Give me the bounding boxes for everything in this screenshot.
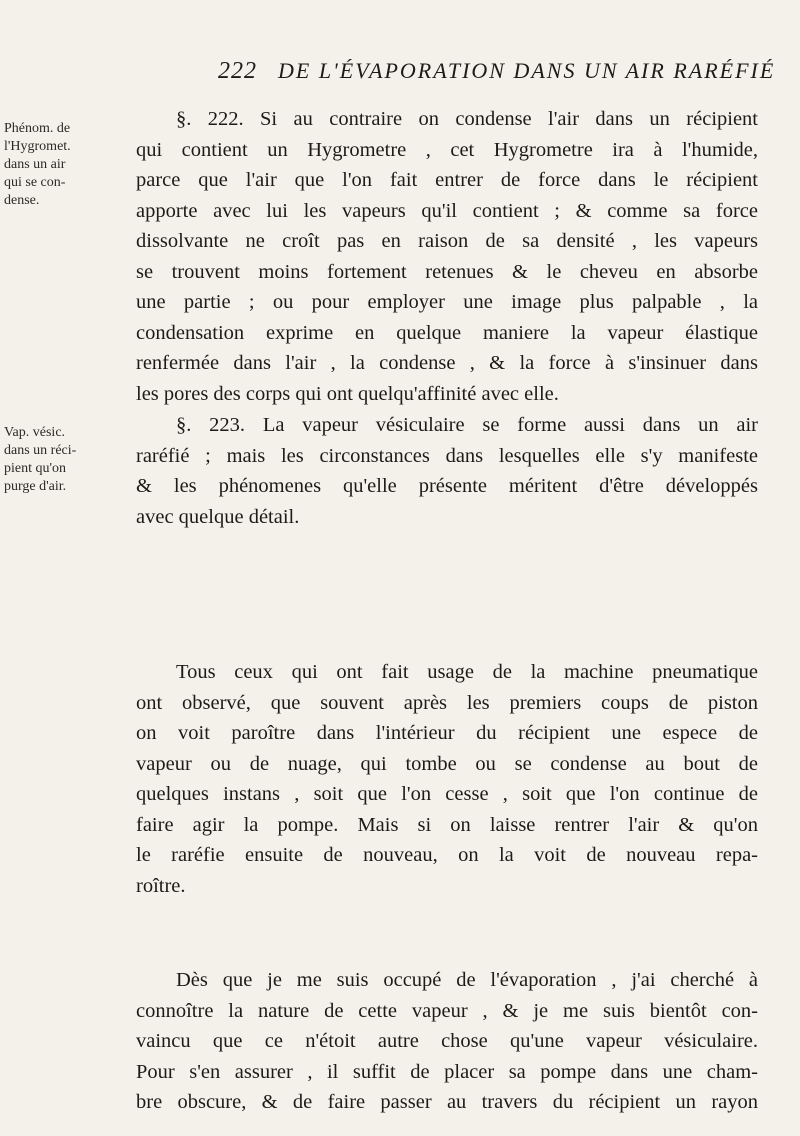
margin-note-line: Vap. vésic. [4,425,66,440]
margin-note-line: dans un réci- [4,443,77,458]
text-line: bre obscure, & de faire passer au travers du récipient un rayon [136,1091,758,1113]
margin-note-line: purge d'air. [4,479,67,494]
text-line: qui contient un Hygrometre , cet Hygrometre ira à l'humide, [136,138,758,161]
text-line: Dès que je me suis occupé de l'évaporation , j'ai cherché à [176,969,758,991]
text-line: Tous ceux qui ont fait usage de la machine pneumatique [176,661,758,683]
text-line: on voit paroître dans l'intérieur du récipient une espece de [136,722,758,744]
text-line: ont observé, que souvent après les premiers coups de piston [136,691,758,714]
margin-note-line: Phénom. de [4,121,71,136]
text-line: roître. [136,874,186,897]
running-title: DE L'ÉVAPORATION DANS UN AIR RARÉFIÉ [278,58,776,83]
text-line: faire agir la pompe. Mais si on laisse rentrer l'air & qu'on [136,813,758,836]
text-line: §. 223. La vapeur vésiculaire se forme aussi dans un air [176,414,758,436]
text-line: condensation exprime en quelque maniere la vapeur élastique [136,321,758,344]
text-line: une partie ; ou pour employer une image plus palpable , la [136,291,758,313]
margin-note-line: l'Hygromet. [4,139,71,154]
text-line: raréfié ; mais les circonstances dans lesquelles elle s'y manifeste [136,444,758,467]
page-number: 222 [218,58,257,84]
margin-note-line: dense. [4,193,40,208]
text-line: renfermée dans l'air , la condense , & la force à s'insinuer dans [136,352,758,374]
margin-note-vesicular-vapour [4,424,96,496]
text-line: parce que l'air que l'on fait entrer de force dans le récipient [136,169,758,191]
text-line: & les phénomenes qu'elle présente méritent d'être développés [136,475,758,497]
paragraph-pneumatic-machine [136,657,758,901]
text-line: §. 222. Si au contraire on condense l'air dans un récipient [176,108,758,130]
text-line: Pour s'en assurer , il suffit de placer sa pompe dans une cham- [136,1060,758,1083]
margin-note-line: dans un air [4,157,66,172]
margin-note-hygrometer [4,120,96,210]
paragraph-222 [136,104,758,409]
text-line: les pores des corps qui ont quelqu'affinité avec elle. [136,382,559,405]
text-line: vapeur ou de nuage, qui tombe ou se condense au bout de [136,752,758,775]
text-line: se trouvent moins fortement retenues & le cheveu en absorbe [136,260,758,283]
text-line: quelques instans , soit que l'on cesse , soit que l'on continue de [136,783,758,805]
text-line: avec quelque détail. [136,505,300,528]
text-line: apporte avec lui les vapeurs qu'il contient ; & comme sa force [136,199,758,222]
page-header [0,58,800,98]
margin-note-line: qui se con- [4,175,66,190]
text-line: vaincu que ce n'étoit autre chose qu'une vapeur vésiculaire. [136,1030,758,1052]
text-line: le raréfie ensuite de nouveau, on la voit de nouveau repa- [136,844,758,866]
text-line: connoître la nature de cette vapeur , & je me suis bientôt con- [136,999,758,1022]
paragraph-223 [136,410,758,532]
margin-note-line: pient qu'on [4,461,67,476]
paragraph-evaporation-study [136,965,758,1118]
text-line: dissolvante ne croît pas en raison de sa densité , les vapeurs [136,230,758,252]
